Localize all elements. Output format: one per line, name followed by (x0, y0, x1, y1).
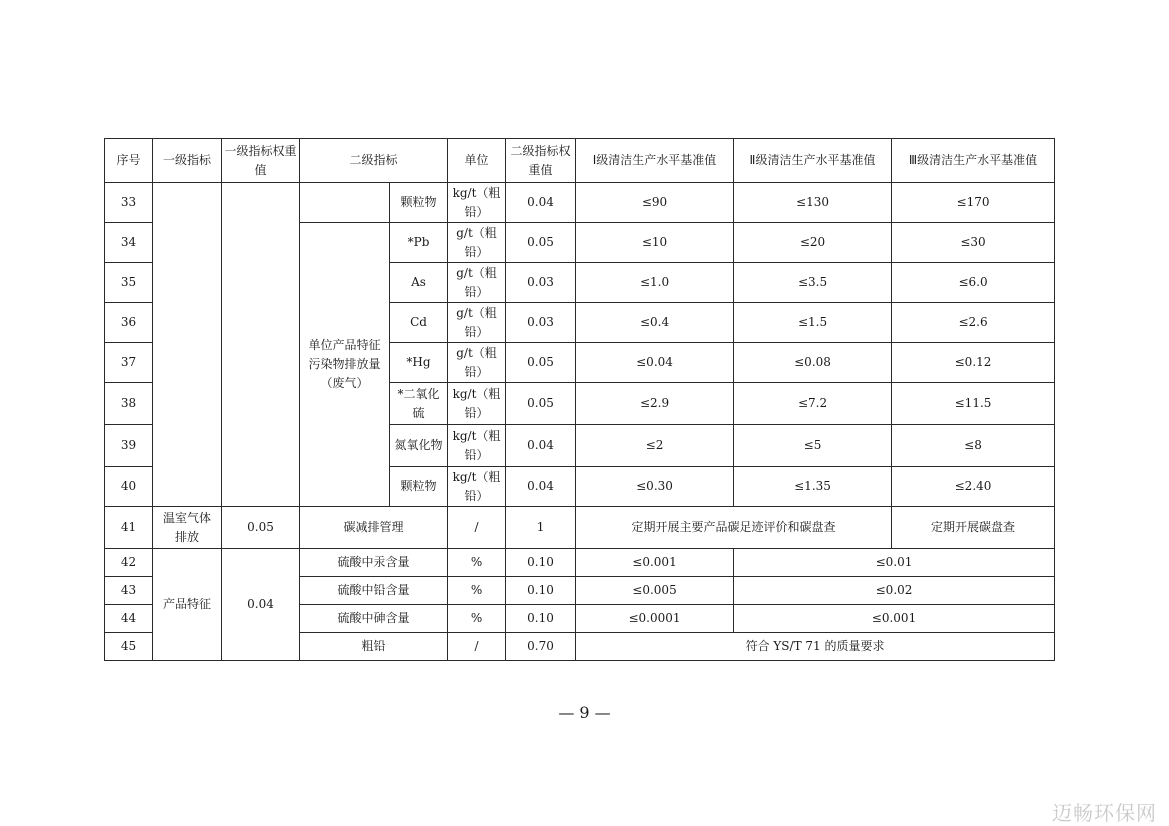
item-name: 碳减排管理 (300, 507, 448, 549)
unit-value: g/t（粗铅） (448, 263, 506, 303)
item-name: 颗粒物 (390, 183, 448, 223)
item-name: *Pb (390, 223, 448, 263)
grade2-value: ≤0.08 (734, 343, 892, 383)
unit-value: g/t（粗铅） (448, 223, 506, 263)
watermark: 迈畅环保网 (1052, 801, 1157, 825)
weight-value: 0.10 (506, 577, 576, 605)
level1-cell-empty (153, 183, 222, 507)
level1-label: 温室气体排放 (153, 507, 222, 549)
grade2-value: ≤1.35 (734, 467, 892, 507)
row-number: 35 (105, 263, 153, 303)
grade1-value: ≤0.001 (576, 549, 734, 577)
weight-value: 0.05 (506, 383, 576, 425)
header-grade3: Ⅲ级清洁生产水平基准值 (892, 139, 1055, 183)
grade2-value: ≤1.5 (734, 303, 892, 343)
weight-value: 0.10 (506, 549, 576, 577)
weight-value: 0.04 (506, 183, 576, 223)
grade3-value: 定期开展碳盘查 (892, 507, 1055, 549)
grade2-value: ≤5 (734, 425, 892, 467)
grade3-value: ≤8 (892, 425, 1055, 467)
weight-value: 0.03 (506, 303, 576, 343)
unit-value: / (448, 633, 506, 661)
grade23-value: ≤0.001 (734, 605, 1055, 633)
unit-value: % (448, 549, 506, 577)
level2-group-cell-empty (300, 183, 390, 223)
unit-value: % (448, 577, 506, 605)
header-seq: 序号 (105, 139, 153, 183)
header-grade2: Ⅱ级清洁生产水平基准值 (734, 139, 892, 183)
row-number: 41 (105, 507, 153, 549)
table-row (105, 549, 1055, 577)
grade23-value: ≤0.02 (734, 577, 1055, 605)
unit-value: g/t（粗铅） (448, 303, 506, 343)
grade2-value: ≤3.5 (734, 263, 892, 303)
grade1-value: ≤90 (576, 183, 734, 223)
grade1-value: ≤1.0 (576, 263, 734, 303)
item-name: As (390, 263, 448, 303)
row-number: 36 (105, 303, 153, 343)
grade3-value: ≤30 (892, 223, 1055, 263)
item-name: 硫酸中砷含量 (300, 605, 448, 633)
unit-value: % (448, 605, 506, 633)
item-name: 硫酸中汞含量 (300, 549, 448, 577)
grade2-value: ≤20 (734, 223, 892, 263)
grade1-value: ≤10 (576, 223, 734, 263)
grade3-value: ≤6.0 (892, 263, 1055, 303)
grade3-value: ≤2.6 (892, 303, 1055, 343)
row-number: 44 (105, 605, 153, 633)
table-row (105, 183, 1055, 223)
row-number: 33 (105, 183, 153, 223)
row-number: 42 (105, 549, 153, 577)
item-name: Cd (390, 303, 448, 343)
grade1-value: ≤0.30 (576, 467, 734, 507)
weight-value: 0.70 (506, 633, 576, 661)
grade2-value: ≤130 (734, 183, 892, 223)
header-level2: 二级指标 (300, 139, 448, 183)
grade1-value: ≤0.005 (576, 577, 734, 605)
item-name: *二氧化硫 (390, 383, 448, 425)
weight-value: 0.05 (506, 343, 576, 383)
unit-value: kg/t（粗铅） (448, 467, 506, 507)
emission-group-label: 单位产品特征污染物排放量（废气） (300, 223, 390, 507)
item-name: 氮氧化物 (390, 425, 448, 467)
table-row (105, 507, 1055, 549)
item-name: 粗铅 (300, 633, 448, 661)
table-header-row (105, 139, 1055, 183)
weight-value: 1 (506, 507, 576, 549)
row-number: 45 (105, 633, 153, 661)
header-level1-weight: 一级指标权重值 (222, 139, 300, 183)
grade23-value: ≤0.01 (734, 549, 1055, 577)
header-level2-weight: 二级指标权重值 (506, 139, 576, 183)
row-number: 38 (105, 383, 153, 425)
unit-value: kg/t（粗铅） (448, 183, 506, 223)
grade1-value: ≤2 (576, 425, 734, 467)
grade1-value: ≤0.4 (576, 303, 734, 343)
grade1-value: ≤0.04 (576, 343, 734, 383)
header-grade1: Ⅰ级清洁生产水平基准值 (576, 139, 734, 183)
grade12-value: 定期开展主要产品碳足迹评价和碳盘查 (576, 507, 892, 549)
header-unit: 单位 (448, 139, 506, 183)
row-number: 37 (105, 343, 153, 383)
unit-value: g/t（粗铅） (448, 343, 506, 383)
grade1-value: ≤0.0001 (576, 605, 734, 633)
weight-value: 0.03 (506, 263, 576, 303)
weight-value: 0.04 (506, 425, 576, 467)
row-number: 39 (105, 425, 153, 467)
grade123-value: 符合 YS/T 71 的质量要求 (576, 633, 1055, 661)
grade3-value: ≤2.40 (892, 467, 1055, 507)
row-number: 40 (105, 467, 153, 507)
level1-weight-cell-empty (222, 183, 300, 507)
unit-value: kg/t（粗铅） (448, 425, 506, 467)
row-number: 43 (105, 577, 153, 605)
item-name: *Hg (390, 343, 448, 383)
header-level1: 一级指标 (153, 139, 222, 183)
row-number: 34 (105, 223, 153, 263)
weight-value: 0.05 (506, 223, 576, 263)
indicator-table (104, 138, 1055, 661)
page-number: — 9 — (558, 703, 611, 722)
grade3-value: ≤0.12 (892, 343, 1055, 383)
level1-weight: 0.04 (222, 549, 300, 661)
weight-value: 0.10 (506, 605, 576, 633)
level1-label: 产品特征 (153, 549, 222, 661)
grade3-value: ≤11.5 (892, 383, 1055, 425)
grade2-value: ≤7.2 (734, 383, 892, 425)
weight-value: 0.04 (506, 467, 576, 507)
item-name: 颗粒物 (390, 467, 448, 507)
item-name: 硫酸中铅含量 (300, 577, 448, 605)
unit-value: / (448, 507, 506, 549)
unit-value: kg/t（粗铅） (448, 383, 506, 425)
grade1-value: ≤2.9 (576, 383, 734, 425)
level1-weight: 0.05 (222, 507, 300, 549)
grade3-value: ≤170 (892, 183, 1055, 223)
